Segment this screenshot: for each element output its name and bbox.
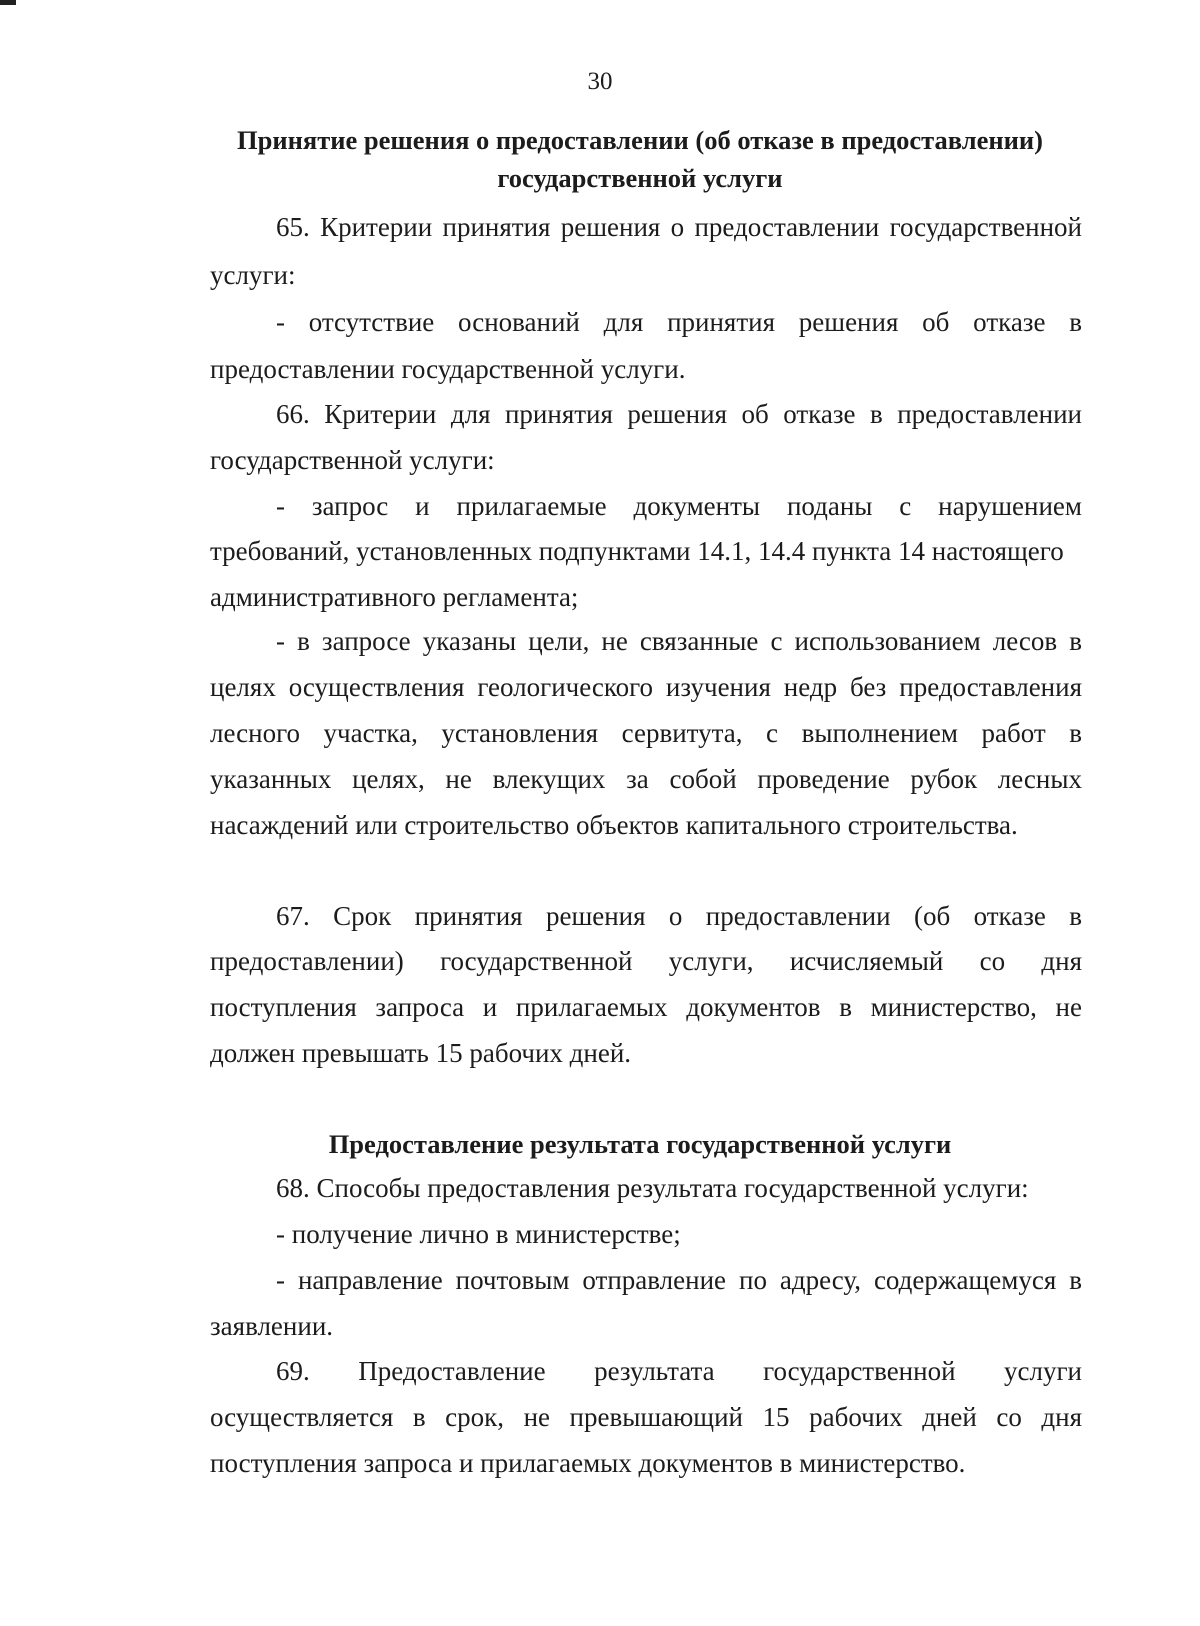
paragraph-65-bullet-line-2: предоставлении государственной услуги. — [210, 354, 686, 384]
paragraph-66-bullet2-line-2: целях осуществления геологического изучения недр без предоставления — [210, 672, 1082, 702]
paragraph-69-line-3: поступления запроса и прилагаемых документов в министерство. — [210, 1448, 966, 1478]
section-heading-line-2: государственной услуги — [497, 163, 783, 193]
paragraph-66-bullet2-line-3: лесного участка, установления сервитута, с выполнением работ в — [210, 718, 1082, 748]
paragraph-65-line-1: 65. Критерии принятия решения о предоставлении государственной — [276, 212, 1082, 242]
paragraph-65-line-2: услуги: — [210, 260, 296, 290]
section-heading-result: Предоставление результата государственной услуги — [328, 1129, 952, 1159]
paragraph-65-bullet-line-1: - отсутствие оснований для принятия решения об отказе в — [276, 307, 1082, 337]
page-number: 30 — [587, 68, 613, 95]
paragraph-66-bullet1-line-2: требований, установленных подпунктами 14.1, 14.4 пункта 14 настоящего — [210, 536, 1064, 566]
paragraph-68-bullet2-line-2: заявлении. — [210, 1311, 334, 1341]
paragraph-67-line-3: поступления запроса и прилагаемых документов в министерство, не — [210, 992, 1082, 1022]
paragraph-69-line-1: 69. Предоставление результата государственной услуги — [276, 1356, 1082, 1386]
scan-corner-mark — [0, 0, 16, 5]
paragraph-68-bullet2-line-1: - направление почтовым отправление по адресу, содержащемуся в — [276, 1265, 1082, 1295]
paragraph-66-bullet2-line-5: насаждений или строительство объектов капитального строительства. — [210, 810, 1018, 840]
paragraph-68-bullet1: - получение лично в министерстве; — [276, 1219, 681, 1249]
paragraph-68-line-1: 68. Способы предоставления результата государственной услуги: — [276, 1173, 1029, 1203]
paragraph-67-line-4: должен превышать 15 рабочих дней. — [210, 1038, 632, 1068]
paragraph-66-bullet1-line-1: - запрос и прилагаемые документы поданы с нарушением — [276, 491, 1082, 521]
paragraph-66-line-1: 66. Критерии для принятия решения об отказе в предоставлении — [276, 399, 1082, 429]
paragraph-69-line-2: осуществляется в срок, не превышающий 15 рабочих дней со дня — [210, 1402, 1082, 1432]
paragraph-66-bullet2-line-4: указанных целях, не влекущих за собой проведение рубок лесных — [210, 764, 1082, 794]
paragraph-67-line-2: предоставлении) государственной услуги, исчисляемый со дня — [210, 946, 1082, 976]
paragraph-66-bullet1-line-3: административного регламента; — [210, 582, 579, 612]
paragraph-66-line-2: государственной услуги: — [210, 445, 495, 475]
paragraph-66-bullet2-line-1: - в запросе указаны цели, не связанные с использованием лесов в — [276, 626, 1082, 656]
section-heading-line-1: Принятие решения о предоставлении (об отказе в предоставлении) — [237, 125, 1043, 155]
paragraph-67-line-1: 67. Срок принятия решения о предоставлении (об отказе в — [276, 901, 1082, 931]
section-heading-decision — [210, 121, 1070, 197]
